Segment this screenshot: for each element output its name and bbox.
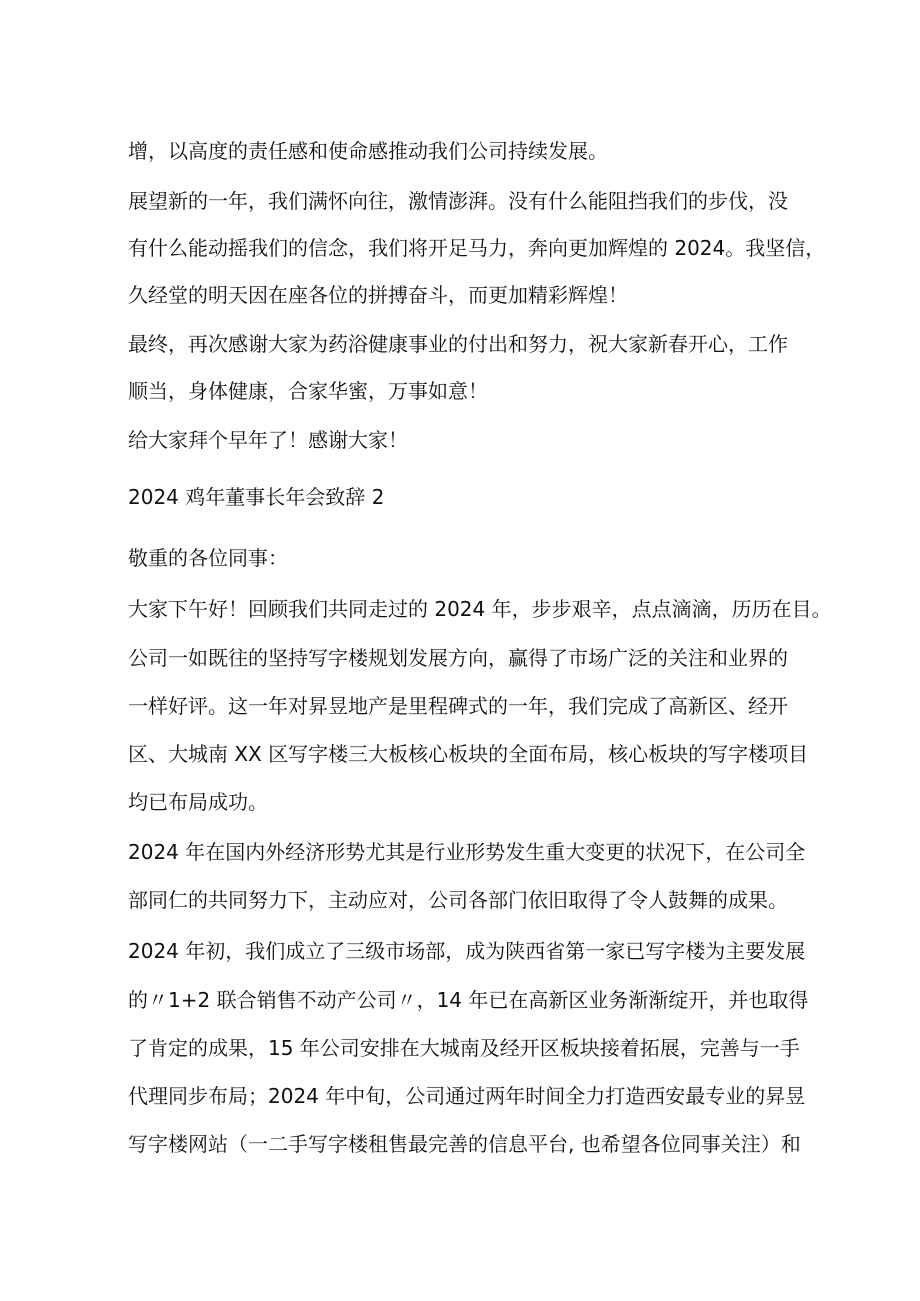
- paragraph-line-18: 的〃1+2 联合销售不动产公司〃，14 年已在高新区业务渐渐绽开，并也取得: [128, 988, 809, 1012]
- paragraph-line-12: 一样好评。这一年对昇昱地产是里程碑式的一年，我们完成了高新区、经开: [128, 694, 788, 718]
- paragraph-line-15: 2024 年在国内外经济形势尤其是行业形势发生重大变更的状况下，在公司全: [128, 840, 806, 864]
- paragraph-line-11: 公司一如既往的坚持写字楼规划发展方向，赢得了市场广泛的关注和业界的: [128, 646, 788, 670]
- paragraph-line-20: 代理同步布局；2024 年中旬，公司通过两年时间全力打造西安最专业的昇昱: [128, 1084, 806, 1108]
- paragraph-line-10: 大家下午好！回顾我们共同走过的 2024 年，步步艰辛，点点滴滴，历历在目。: [128, 597, 832, 621]
- paragraph-line-1: 增，以高度的责任感和使命感推动我们公司持续发展。: [128, 139, 608, 163]
- paragraph-line-2: 展望新的一年，我们满怀向往，激情澎湃。没有什么能阻挡我们的步伐，没: [128, 189, 788, 213]
- paragraph-line-7: 给大家拜个早年了！感谢大家！: [128, 428, 408, 452]
- paragraph-line-13: 区、大城南 XX 区写字楼三大板核心板块的全面布局，核心板块的写字楼项目: [128, 742, 809, 766]
- paragraph-line-21: 写字楼网站（一二手写字楼租售最完善的信息平台, 也希望各位同事关注）和: [128, 1132, 801, 1156]
- paragraph-line-17: 2024 年初，我们成立了三级市场部，成为陕西省第一家已写字楼为主要发展: [128, 939, 806, 963]
- paragraph-line-14: 均已布局成功。: [128, 790, 268, 814]
- salutation-line: 敬重的各位同事：: [128, 546, 288, 570]
- section-heading: 2024 鸡年董事长年会致辞 2: [128, 485, 385, 509]
- paragraph-line-4: 久经堂的明天因在座各位的拼搏奋斗，而更加精彩辉煌！: [128, 283, 628, 307]
- paragraph-line-5: 最终，再次感谢大家为药浴健康事业的付出和努力，祝大家新春开心，工作: [128, 332, 788, 356]
- paragraph-line-6: 顺当，身体健康，合家华蜜，万事如意！: [128, 379, 488, 403]
- paragraph-line-19: 了肯定的成果，15 年公司安排在大城南及经开区板块接着拓展，完善与一手: [128, 1036, 800, 1060]
- paragraph-line-16: 部同仁的共同努力下，主动应对，公司各部门依旧取得了令人鼓舞的成果。: [128, 888, 788, 912]
- paragraph-line-3: 有什么能动摇我们的信念，我们将开足马力，奔向更加辉煌的 2024。我坚信，: [128, 236, 826, 260]
